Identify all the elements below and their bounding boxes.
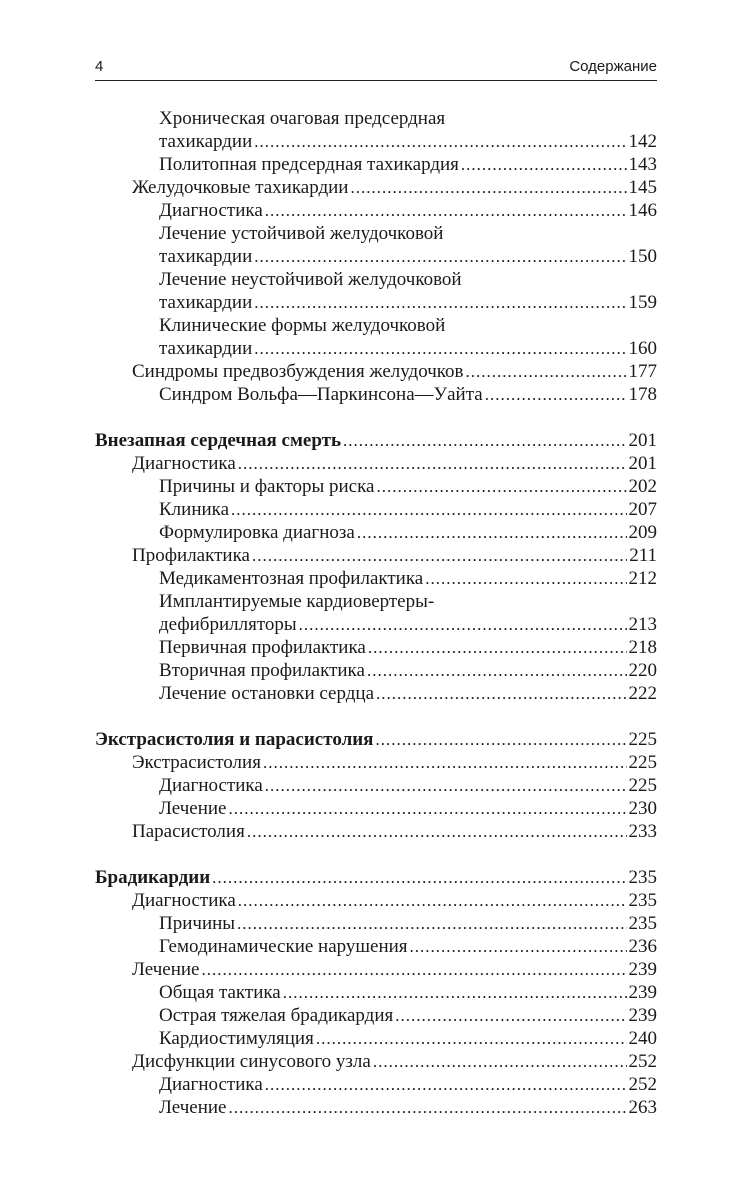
dot-leader [247, 820, 627, 843]
toc-entry[interactable] [95, 153, 657, 176]
toc-entry-title: Профилактика [132, 545, 250, 566]
dot-leader [254, 291, 626, 314]
toc-entry[interactable] [95, 912, 657, 935]
toc-entry-page: 146 [628, 200, 657, 221]
dot-leader [252, 544, 627, 567]
toc-entry-title: Хроническая очаговая предсердная [159, 108, 446, 129]
toc-entry-title: Лечение [159, 1097, 227, 1118]
dot-leader [254, 245, 626, 268]
toc-entry-title: Экстрасистолия и парасистолия [95, 729, 374, 750]
dot-leader [231, 498, 626, 521]
toc-entry-page: 212 [628, 568, 657, 589]
dot-leader [425, 567, 626, 590]
toc-entry[interactable] [95, 935, 657, 958]
toc-entry[interactable] [95, 751, 657, 774]
toc-entry-title: Экстрасистолия [132, 752, 261, 773]
toc-entry-title: Вторичная профилактика [159, 660, 365, 681]
toc-entry-title: Лечение [132, 959, 200, 980]
toc-entry[interactable] [95, 797, 657, 820]
toc-entry-title: Брадикардии [95, 867, 211, 888]
toc-entry-title: Диагностика [132, 890, 236, 911]
toc-entry-page: 252 [628, 1051, 657, 1072]
toc-entry-title: Клиника [159, 499, 230, 520]
dot-leader [299, 613, 627, 636]
toc-entry[interactable] [95, 268, 657, 291]
dot-leader [228, 797, 626, 820]
toc-entry[interactable] [95, 521, 657, 544]
toc-entry-title: Медикаментозная профилактика [159, 568, 424, 589]
toc-entry-title: Синдром Вольфа—Паркинсона—Уайта [159, 384, 483, 405]
toc-entry[interactable] [95, 636, 657, 659]
toc-entry[interactable] [95, 222, 657, 245]
toc-entry-page: 177 [628, 361, 657, 382]
toc-entry-page: 235 [628, 867, 657, 888]
dot-leader [377, 475, 627, 498]
toc-entry-title: Кардиостимуляция [159, 1028, 314, 1049]
toc-entry-page: 178 [628, 384, 657, 405]
toc-entry[interactable] [95, 383, 657, 406]
toc-entry-title: Первичная профилактика [159, 637, 366, 658]
toc-entry-page: 235 [628, 890, 657, 911]
toc-entry-page: 239 [628, 1005, 657, 1026]
dot-leader [265, 199, 627, 222]
dot-leader [265, 1073, 627, 1096]
dot-leader [350, 176, 626, 199]
toc-entry[interactable] [95, 245, 657, 268]
toc-entry[interactable] [95, 475, 657, 498]
toc-entry-page: 201 [628, 453, 657, 474]
toc-entry-page: 201 [628, 430, 657, 451]
section-gap [95, 705, 657, 728]
toc-entry[interactable] [95, 337, 657, 360]
toc-entry-title: тахикардии [159, 246, 253, 267]
toc-entry[interactable] [95, 889, 657, 912]
toc-entry[interactable] [95, 360, 657, 383]
page-number: 4 [95, 58, 104, 75]
toc-entry-page: 220 [628, 660, 657, 681]
toc-entry-title: Общая тактика [159, 982, 281, 1003]
toc-entry-page: 222 [628, 683, 657, 704]
toc-entry-page: 235 [628, 913, 657, 934]
toc-entry-title: Желудочковые тахикардии [132, 177, 349, 198]
toc-entry-page: 211 [629, 545, 657, 566]
toc-entry-page: 218 [628, 637, 657, 658]
toc-entry[interactable] [95, 981, 657, 1004]
running-header [95, 58, 657, 81]
toc-entry[interactable] [95, 1004, 657, 1027]
toc-entry-page: 209 [628, 522, 657, 543]
toc-entry[interactable] [95, 498, 657, 521]
toc-entry-page: 225 [628, 729, 657, 750]
dot-leader [238, 889, 627, 912]
toc-entry[interactable] [95, 452, 657, 475]
toc-entry-page: 239 [628, 982, 657, 1003]
toc-entry-title: Диагностика [132, 453, 236, 474]
toc-entry-page: 202 [628, 476, 657, 497]
toc-chapter-entry[interactable] [95, 429, 657, 452]
dot-leader [466, 360, 627, 383]
toc-entry-title: Парасистолия [132, 821, 245, 842]
toc-entry-title: тахикардии [159, 292, 253, 313]
toc-entry-title: Лечение остановки сердца [159, 683, 375, 704]
dot-leader [263, 751, 627, 774]
dot-leader [254, 337, 626, 360]
dot-leader [316, 1027, 627, 1050]
toc-entry[interactable] [95, 1073, 657, 1096]
table-of-contents [95, 107, 657, 1119]
toc-entry[interactable] [95, 1050, 657, 1073]
dot-leader [343, 429, 626, 452]
toc-entry-title: Острая тяжелая брадикардия [159, 1005, 394, 1026]
toc-entry[interactable] [95, 682, 657, 705]
toc-entry[interactable] [95, 199, 657, 222]
toc-entry[interactable] [95, 590, 657, 613]
toc-entry[interactable] [95, 314, 657, 337]
toc-entry-title: Диагностика [159, 200, 263, 221]
toc-entry-title: Причины и факторы риска [159, 476, 375, 497]
toc-entry-page: 239 [628, 959, 657, 980]
toc-entry-title: Формулировка диагноза [159, 522, 355, 543]
dot-leader [238, 452, 627, 475]
running-title: Содержание [569, 58, 657, 75]
toc-entry-page: 142 [628, 131, 657, 152]
dot-leader [373, 1050, 627, 1073]
toc-entry-title: Синдромы предвозбуждения желудочков [132, 361, 464, 382]
toc-entry-title: Клинические формы желудочковой [159, 315, 446, 336]
toc-entry-title: Лечение [159, 798, 227, 819]
toc-entry[interactable] [95, 107, 657, 130]
toc-entry-page: 213 [628, 614, 657, 635]
dot-leader [376, 682, 626, 705]
dot-leader [461, 153, 627, 176]
toc-entry-page: 143 [628, 154, 657, 175]
toc-entry[interactable] [95, 659, 657, 682]
dot-leader [357, 521, 627, 544]
toc-entry[interactable] [95, 567, 657, 590]
toc-entry-title: Политопная предсердная тахикардия [159, 154, 459, 175]
toc-entry[interactable] [95, 1096, 657, 1119]
toc-entry[interactable] [95, 544, 657, 567]
dot-leader [237, 912, 626, 935]
dot-leader [375, 728, 626, 751]
toc-entry-title: Имплантируемые кардиовертеры- [159, 591, 435, 612]
toc-entry-title: Диагностика [159, 775, 263, 796]
toc-chapter-entry[interactable] [95, 866, 657, 889]
dot-leader [212, 866, 626, 889]
toc-entry[interactable] [95, 820, 657, 843]
dot-leader [485, 383, 627, 406]
dot-leader [410, 935, 627, 958]
toc-entry-title: тахикардии [159, 338, 253, 359]
toc-entry-page: 159 [628, 292, 657, 313]
toc-entry[interactable] [95, 130, 657, 153]
toc-entry-title: Лечение устойчивой желудочковой [159, 223, 444, 244]
toc-entry-page: 240 [628, 1028, 657, 1049]
toc-entry-title: тахикардии [159, 131, 253, 152]
toc-entry-page: 263 [628, 1097, 657, 1118]
toc-entry-page: 233 [628, 821, 657, 842]
dot-leader [283, 981, 627, 1004]
toc-entry-page: 225 [628, 775, 657, 796]
toc-entry-page: 150 [628, 246, 657, 267]
toc-entry-title: дефибрилляторы [159, 614, 297, 635]
toc-entry[interactable] [95, 958, 657, 981]
toc-entry[interactable] [95, 774, 657, 797]
toc-entry-page: 207 [628, 499, 657, 520]
toc-entry-page: 145 [628, 177, 657, 198]
dot-leader [201, 958, 626, 981]
section-gap [95, 406, 657, 429]
toc-entry-title: Гемодинамические нарушения [159, 936, 408, 957]
toc-entry-page: 230 [628, 798, 657, 819]
toc-entry[interactable] [95, 291, 657, 314]
dot-leader [254, 130, 626, 153]
dot-leader [395, 1004, 626, 1027]
toc-entry[interactable] [95, 613, 657, 636]
toc-entry-title: Диагностика [159, 1074, 263, 1095]
toc-entry-page: 252 [628, 1074, 657, 1095]
dot-leader [367, 659, 627, 682]
toc-entry-page: 225 [628, 752, 657, 773]
toc-entry-page: 160 [628, 338, 657, 359]
toc-entry-page: 236 [628, 936, 657, 957]
section-gap [95, 843, 657, 866]
toc-entry-title: Внезапная сердечная смерть [95, 430, 342, 451]
toc-entry[interactable] [95, 1027, 657, 1050]
toc-entry-title: Причины [159, 913, 236, 934]
toc-entry-title: Лечение неустойчивой желудочковой [159, 269, 462, 290]
toc-entry[interactable] [95, 176, 657, 199]
toc-entry-title: Дисфункции синусового узла [132, 1051, 371, 1072]
toc-chapter-entry[interactable] [95, 728, 657, 751]
dot-leader [228, 1096, 626, 1119]
dot-leader [368, 636, 627, 659]
dot-leader [265, 774, 627, 797]
